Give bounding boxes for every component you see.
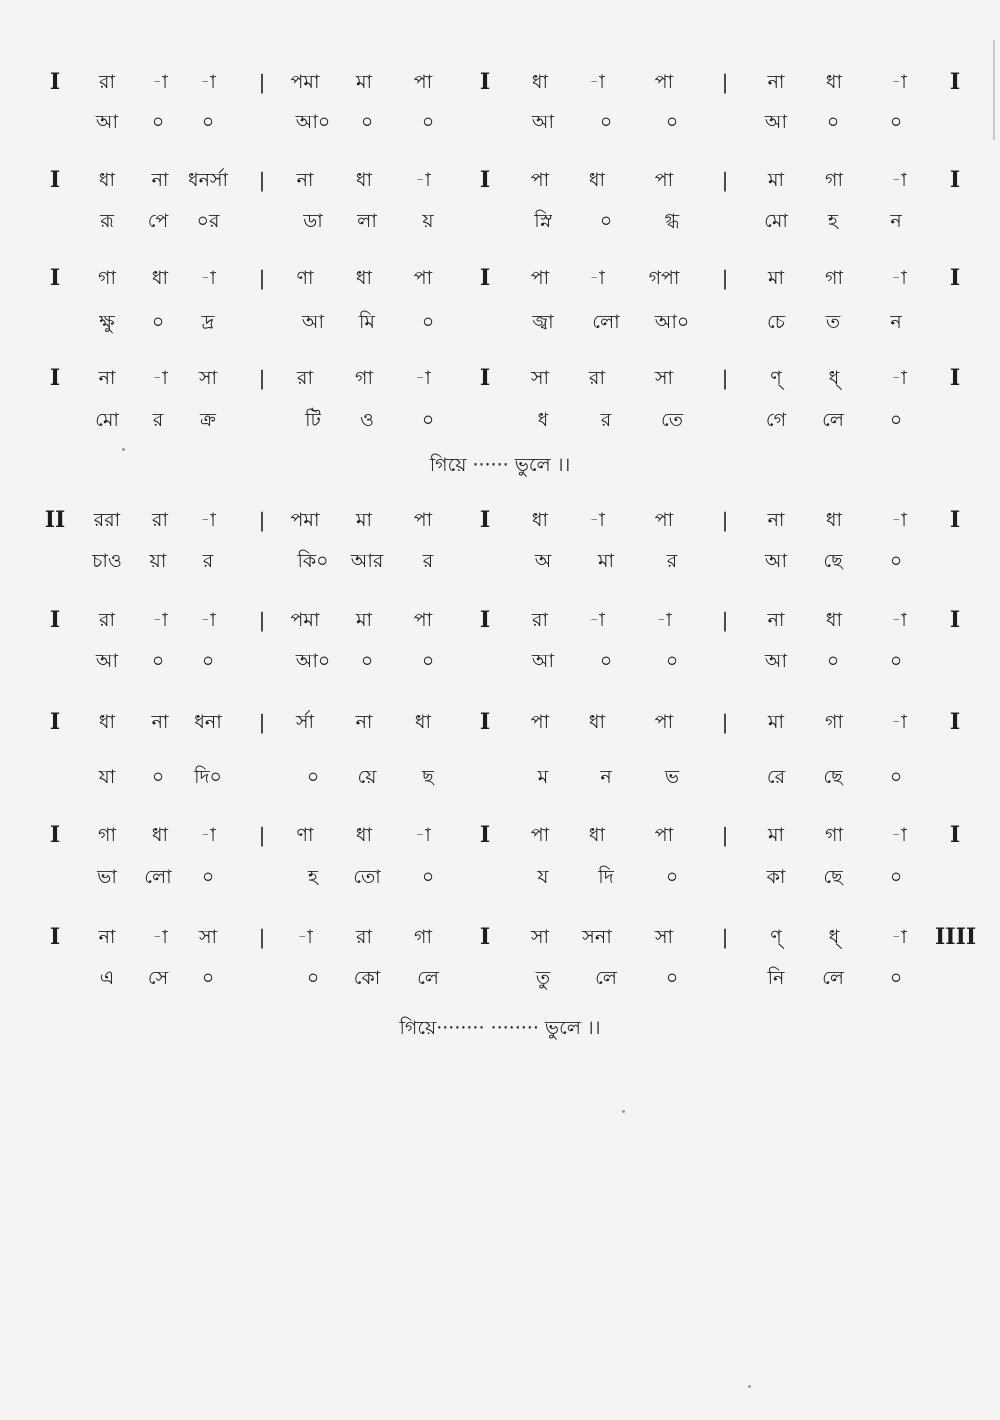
bar-line: I [949, 607, 961, 633]
note-cell: -া [589, 509, 605, 531]
note-cell: না [151, 169, 169, 191]
lyrics-row [0, 958, 1000, 998]
bar-line: IIII [935, 924, 977, 950]
lyrics-row [0, 541, 1000, 581]
lyric-syllable: ০ [360, 111, 374, 133]
bar-line: I [949, 69, 961, 95]
note-cell: -া [415, 367, 431, 389]
bar-line: | [721, 823, 729, 847]
lyric-syllable: ন [600, 766, 612, 788]
lyric-syllable: টি [305, 409, 321, 431]
bar-line: I [949, 265, 961, 291]
lyric-syllable: ০র [196, 210, 220, 232]
lyric-syllable: অ [534, 550, 552, 572]
lyrics-row [0, 302, 1000, 342]
note-cell: রা [152, 509, 168, 531]
note-cell: ধনর্সা [187, 169, 229, 191]
lyrics-row [0, 757, 1000, 797]
note-cell: ধা [151, 824, 169, 846]
lyric-syllable: চে [767, 311, 785, 333]
note-cell: ধ্ [828, 367, 840, 389]
bar-line: | [258, 710, 266, 734]
note-cell: রা [297, 367, 313, 389]
lyric-syllable: ০ [306, 967, 320, 989]
lyric-syllable: ০ [889, 766, 903, 788]
lyric-syllable: হ [308, 866, 318, 888]
note-cell: সা [530, 367, 550, 389]
note-cell: না [355, 711, 373, 733]
bar-line: | [258, 70, 266, 94]
bar-line: | [258, 366, 266, 390]
notes-row [0, 917, 1000, 957]
lyric-syllable: ০ [201, 967, 215, 989]
lyric-syllable: তো [353, 866, 381, 888]
bar-line: I [479, 365, 491, 391]
lyric-syllable: ম [537, 766, 549, 788]
note-cell: ধা [151, 267, 169, 289]
note-cell: গা [414, 926, 432, 948]
note-cell: ধা [414, 711, 432, 733]
lyric-syllable: ০ [599, 650, 613, 672]
lyric-syllable: সে [147, 967, 169, 989]
note-cell: ধা [531, 71, 549, 93]
bar-line: I [49, 69, 61, 95]
note-cell: না [98, 367, 116, 389]
lyric-syllable: ০ [665, 967, 679, 989]
note-cell: পা [654, 711, 674, 733]
lyric-syllable: লো [144, 866, 172, 888]
notes-row [0, 815, 1000, 855]
note-cell: গা [825, 824, 843, 846]
lyric-syllable: ০ [201, 650, 215, 672]
note-cell: ধা [825, 71, 843, 93]
note-cell: ধা [98, 169, 116, 191]
note-cell: ণ্ [770, 926, 782, 948]
lyric-syllable: তে [661, 409, 683, 431]
note-cell: পা [654, 71, 674, 93]
bar-line: | [721, 168, 729, 192]
lyric-syllable: মি [359, 311, 375, 333]
note-cell: পমা [290, 71, 320, 93]
bar-line: I [49, 709, 61, 735]
lyric-syllable: গ্ধ [664, 210, 680, 232]
lyric-syllable: ০ [665, 111, 679, 133]
note-cell: না [151, 711, 169, 733]
note-cell: ণা [296, 824, 314, 846]
note-cell: মা [767, 824, 785, 846]
note-cell: না [767, 609, 785, 631]
lyric-syllable: নি [767, 967, 785, 989]
lyric-syllable: য়ে [357, 766, 377, 788]
bar-line: I [949, 365, 961, 391]
lyric-syllable: লে [595, 967, 617, 989]
note-cell: না [98, 926, 116, 948]
note-cell: ধা [98, 711, 116, 733]
note-cell: ণ্ [770, 367, 782, 389]
notes-row [0, 500, 1000, 540]
lyric-syllable: যা [98, 766, 116, 788]
lyric-syllable: আ [764, 650, 788, 672]
note-cell: পা [654, 824, 674, 846]
lyric-syllable: ০ [889, 409, 903, 431]
lyric-syllable: ০ [889, 650, 903, 672]
lyric-syllable: ০ [826, 650, 840, 672]
lyric-syllable: ধ [537, 409, 549, 431]
lyric-syllable: আ [764, 550, 788, 572]
lyric-syllable: ০ [151, 111, 165, 133]
note-cell: গা [825, 267, 843, 289]
note-cell: সা [530, 926, 550, 948]
note-cell: -া [656, 609, 672, 631]
note-cell: ণা [296, 267, 314, 289]
lyric-syllable: আ [531, 111, 555, 133]
note-cell: -া [589, 609, 605, 631]
note-cell: মা [355, 509, 373, 531]
lyric-syllable: ক্র [200, 409, 216, 431]
note-cell: -া [152, 926, 168, 948]
lyric-syllable: ছে [823, 550, 843, 572]
note-cell: গা [355, 367, 373, 389]
lyric-syllable: আ [95, 111, 119, 133]
lyric-syllable: র [600, 409, 612, 431]
lyric-syllable: স্নি [534, 210, 552, 232]
note-cell: ধা [588, 711, 606, 733]
bar-line: I [479, 607, 491, 633]
lyric-syllable: ০ [889, 111, 903, 133]
bar-line: I [479, 709, 491, 735]
lyric-syllable: ছে [823, 866, 843, 888]
note-cell: সা [198, 367, 218, 389]
bar-line: | [258, 925, 266, 949]
lyric-syllable: ভ [664, 766, 680, 788]
lyric-syllable: ০ [665, 866, 679, 888]
note-cell: পা [413, 609, 433, 631]
bar-line: I [479, 507, 491, 533]
note-cell: -া [891, 267, 907, 289]
notes-row [0, 258, 1000, 298]
note-cell: ধা [825, 509, 843, 531]
note-cell: ররা [93, 509, 121, 531]
paper-speck [622, 1110, 625, 1113]
lyric-syllable: ছ [422, 766, 434, 788]
lyric-syllable: লা [357, 210, 377, 232]
note-cell: ধা [355, 169, 373, 191]
paper-speck [122, 448, 125, 451]
lyric-syllable: চাও [92, 550, 122, 572]
note-cell: মা [767, 267, 785, 289]
lyric-syllable: এ [99, 967, 115, 989]
lyrics-row [0, 641, 1000, 681]
lyric-syllable: আ০ [295, 111, 331, 133]
note-cell: পা [530, 169, 550, 191]
note-cell: -া [200, 609, 216, 631]
lyric-syllable: আ [301, 311, 325, 333]
note-cell: -া [152, 367, 168, 389]
bar-line: I [49, 822, 61, 848]
note-cell: ধনা [194, 711, 222, 733]
lyric-syllable: ০ [306, 766, 320, 788]
lyric-syllable: ০ [599, 210, 613, 232]
lyric-syllable: ০ [360, 650, 374, 672]
lyric-syllable: ০ [201, 111, 215, 133]
note-cell: -া [200, 824, 216, 846]
bar-line: I [949, 507, 961, 533]
note-cell: -া [152, 609, 168, 631]
lyric-syllable: য় [422, 210, 434, 232]
bar-line: | [721, 70, 729, 94]
note-cell: -া [152, 71, 168, 93]
note-cell: গপা [648, 267, 680, 289]
note-cell: -া [891, 509, 907, 531]
bar-line: | [258, 266, 266, 290]
lyric-syllable: আ [764, 111, 788, 133]
bar-line: | [721, 266, 729, 290]
lyric-syllable: লো [592, 311, 620, 333]
note-cell: গা [98, 267, 116, 289]
bar-line: | [721, 710, 729, 734]
lyric-syllable: র [152, 409, 164, 431]
note-cell: -া [891, 71, 907, 93]
note-cell: -া [200, 509, 216, 531]
note-cell: -া [891, 367, 907, 389]
note-cell: মা [767, 711, 785, 733]
bar-line: I [479, 924, 491, 950]
lyric-syllable: আর [350, 550, 384, 572]
note-cell: -া [297, 926, 313, 948]
bar-line: I [479, 167, 491, 193]
lyric-syllable: ০ [421, 866, 435, 888]
lyric-syllable: মো [764, 210, 788, 232]
bar-line: II [44, 507, 66, 533]
lyric-syllable: আ [531, 650, 555, 672]
lyric-syllable: র [422, 550, 434, 572]
lyric-syllable: দি০ [194, 766, 222, 788]
lyric-syllable: রে [766, 766, 786, 788]
lyrics-row [0, 857, 1000, 897]
bar-line: I [479, 265, 491, 291]
notes-row [0, 358, 1000, 398]
note-cell: পা [654, 169, 674, 191]
lyric-syllable: ০ [421, 650, 435, 672]
bar-line: I [949, 822, 961, 848]
note-cell: -া [415, 824, 431, 846]
lyric-syllable: ন [890, 210, 902, 232]
lyrics-row [0, 201, 1000, 241]
lyric-syllable: পে [147, 210, 169, 232]
lyric-syllable: ০ [151, 650, 165, 672]
note-cell: ধা [531, 509, 549, 531]
note-cell: গা [825, 711, 843, 733]
bar-line: I [949, 709, 961, 735]
notes-row [0, 600, 1000, 640]
note-cell: রা [356, 926, 372, 948]
note-cell: রা [532, 609, 548, 631]
lyric-syllable: কি০ [297, 550, 329, 572]
lyric-syllable: য়া [149, 550, 167, 572]
lyric-syllable: ০ [665, 650, 679, 672]
note-cell: রা [99, 609, 115, 631]
lyric-syllable: ছে [823, 766, 843, 788]
bar-line: I [49, 607, 61, 633]
bar-line: I [49, 924, 61, 950]
lyric-syllable: কা [766, 866, 786, 888]
bar-line: | [721, 925, 729, 949]
lyric-syllable: আ [95, 650, 119, 672]
note-cell: পা [654, 509, 674, 531]
note-cell: না [296, 169, 314, 191]
note-cell: ধা [588, 824, 606, 846]
refrain-cue: গিয়ে········ ········ ভুলে ।। [399, 1017, 601, 1039]
lyric-syllable: ০ [151, 311, 165, 333]
lyric-syllable: ডা [303, 210, 323, 232]
lyric-syllable: রূ [100, 210, 114, 232]
note-cell: -া [200, 267, 216, 289]
bar-line: I [479, 822, 491, 848]
paper-speck [748, 1385, 751, 1388]
notes-row [0, 160, 1000, 200]
note-cell: রা [99, 71, 115, 93]
note-cell: সা [654, 926, 674, 948]
lyric-syllable: দি [598, 866, 614, 888]
note-cell: মা [355, 71, 373, 93]
note-cell: পা [413, 71, 433, 93]
lyric-syllable: ভা [97, 866, 117, 888]
lyric-syllable: র [202, 550, 214, 572]
bar-line: I [49, 265, 61, 291]
note-cell: পমা [290, 509, 320, 531]
bar-line: | [721, 508, 729, 532]
bar-line: I [49, 167, 61, 193]
note-cell: পা [530, 267, 550, 289]
lyric-syllable: গে [765, 409, 787, 431]
refrain-cue: গিয়ে ······ ভুলে ।। [429, 454, 571, 476]
bar-line: | [721, 366, 729, 390]
lyric-syllable: ০ [201, 866, 215, 888]
note-cell: পমা [290, 609, 320, 631]
note-cell: ধা [355, 267, 373, 289]
lyric-syllable: ক্ষু [99, 311, 115, 333]
lyric-syllable: ০ [889, 866, 903, 888]
note-cell: গা [98, 824, 116, 846]
bar-line: | [258, 168, 266, 192]
bar-line: | [721, 608, 729, 632]
lyric-syllable: কো [353, 967, 381, 989]
note-cell: -া [415, 169, 431, 191]
note-cell: না [767, 71, 785, 93]
note-cell: পা [530, 711, 550, 733]
lyric-syllable: মা [597, 550, 615, 572]
lyric-syllable: হ [828, 210, 838, 232]
lyric-syllable: ০ [421, 111, 435, 133]
note-cell: সা [654, 367, 674, 389]
lyric-syllable: ত [825, 311, 841, 333]
lyric-syllable: ন [890, 311, 902, 333]
note-cell: -া [891, 609, 907, 631]
lyric-syllable: লে [417, 967, 439, 989]
note-cell: পা [530, 824, 550, 846]
lyrics-row [0, 400, 1000, 440]
lyric-syllable: ০ [889, 550, 903, 572]
note-cell: -া [891, 824, 907, 846]
lyric-syllable: ০ [421, 311, 435, 333]
note-cell: ধা [355, 824, 373, 846]
bar-line: | [258, 823, 266, 847]
lyric-syllable: আ০ [295, 650, 331, 672]
notes-row [0, 62, 1000, 102]
note-cell: রা [589, 367, 605, 389]
note-cell: -া [589, 71, 605, 93]
lyric-syllable: ০ [826, 111, 840, 133]
note-cell: ধা [588, 169, 606, 191]
bar-line: I [479, 69, 491, 95]
bar-line: | [258, 508, 266, 532]
lyric-syllable: লে [822, 967, 844, 989]
note-cell: না [767, 509, 785, 531]
lyric-syllable: দ্র [201, 311, 215, 333]
note-cell: -া [891, 926, 907, 948]
note-cell: -া [200, 71, 216, 93]
lyric-syllable: ০ [599, 111, 613, 133]
lyric-syllable: আ০ [654, 311, 690, 333]
bar-line: | [258, 608, 266, 632]
note-cell: -া [891, 711, 907, 733]
bar-line: I [49, 365, 61, 391]
note-cell: মা [355, 609, 373, 631]
lyric-syllable: লে [822, 409, 844, 431]
note-cell: সনা [582, 926, 612, 948]
lyric-syllable: জ্বা [532, 311, 554, 333]
note-cell: মা [767, 169, 785, 191]
note-cell: র্সা [295, 711, 315, 733]
note-cell: ধ্ [828, 926, 840, 948]
lyric-syllable: তু [535, 967, 551, 989]
lyrics-row [0, 102, 1000, 142]
lyric-syllable: ০ [151, 766, 165, 788]
note-cell: -া [589, 267, 605, 289]
lyric-syllable: মো [95, 409, 119, 431]
lyric-syllable: ০ [421, 409, 435, 431]
lyric-syllable: র [666, 550, 678, 572]
notes-row [0, 702, 1000, 742]
bar-line: I [949, 167, 961, 193]
lyric-syllable: ০ [889, 967, 903, 989]
lyric-syllable: ও [360, 409, 374, 431]
note-cell: সা [198, 926, 218, 948]
note-cell: গা [825, 169, 843, 191]
lyric-syllable: য [537, 866, 549, 888]
note-cell: -া [891, 169, 907, 191]
note-cell: পা [413, 267, 433, 289]
note-cell: পা [413, 509, 433, 531]
note-cell: ধা [825, 609, 843, 631]
